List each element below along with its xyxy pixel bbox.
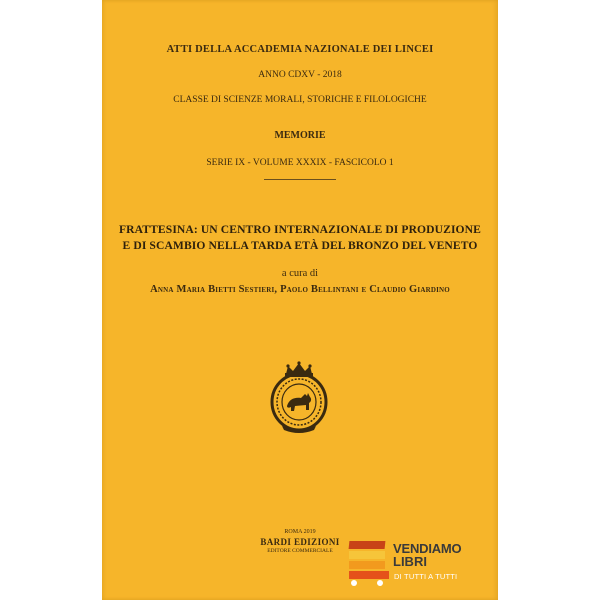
place-year: ROMA 2019 <box>284 529 316 535</box>
academy-emblem-icon <box>268 360 330 434</box>
publisher-subtitle: EDITORE COMMERCIALE <box>267 548 333 554</box>
series-name: ATTI DELLA ACCADEMIA NAZIONALE DEI LINCEI <box>166 44 434 55</box>
book-title-line-2: E DI SCAMBIO NELLA TARDA ETÀ DEL BRONZO DEL VENETO <box>122 239 478 252</box>
logo-bar-1 <box>349 541 386 549</box>
logo-bar-4 <box>349 571 389 579</box>
vendiamo-libri-watermark <box>349 539 462 591</box>
logo-wheel-left-icon <box>351 580 357 586</box>
logo-bar-2 <box>349 551 385 559</box>
class-line: CLASSE DI SCIENZE MORALI, STORICHE E FILOLOGICHE <box>173 95 427 105</box>
volume-line: SERIE IX - VOLUME XXXIX - FASCICOLO 1 <box>206 158 394 168</box>
book-cover <box>102 0 498 600</box>
year-line: ANNO CDXV - 2018 <box>258 70 342 80</box>
logo-brand-line-2: LIBRI <box>393 554 427 569</box>
edited-by-label: a cura di <box>281 268 319 279</box>
divider-rule <box>264 179 336 180</box>
logo-brand-line-1: VENDIAMO <box>393 541 462 556</box>
editors-names: Anna Maria Bietti Sestieri, Paolo Bellintani e Claudio Giardino <box>150 284 450 295</box>
logo-tagline: DI TUTTI A TUTTI <box>394 572 458 581</box>
logo-wheel-right-icon <box>377 580 383 586</box>
book-title <box>102 222 498 254</box>
book-title-line-1: FRATTESINA: UN CENTRO INTERNAZIONALE DI PRODUZIONE <box>119 223 481 236</box>
publisher-name: BARDI EDIZIONI <box>260 537 340 547</box>
section-heading: MEMORIE <box>274 130 326 141</box>
logo-bar-3 <box>349 561 385 569</box>
